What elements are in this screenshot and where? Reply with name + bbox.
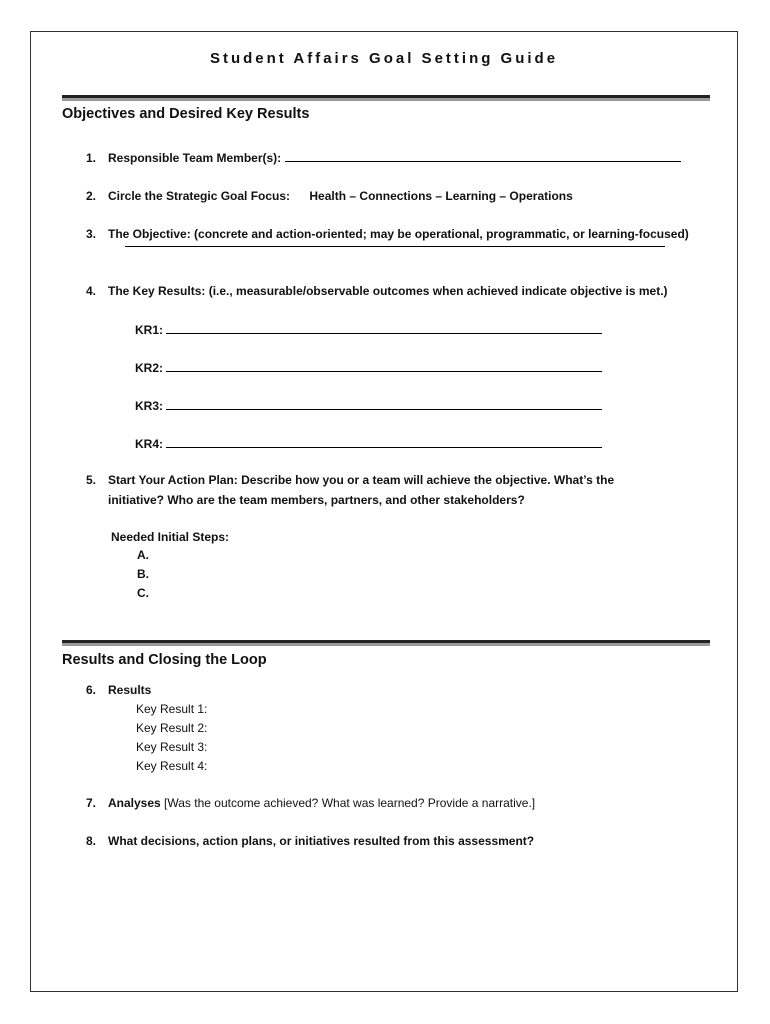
document-title: Student Affairs Goal Setting Guide [209, 50, 559, 67]
item-number: 7. [86, 796, 97, 810]
kr3-row [135, 397, 602, 413]
item-number: 4. [86, 284, 97, 298]
item-label: Circle the Strategic Goal Focus: [108, 189, 291, 203]
kr-label: KR2: [135, 361, 164, 375]
item-label: Results [108, 683, 152, 697]
result-line-3: Key Result 3: [136, 740, 208, 754]
item-label: initiative? Who are the team members, partners, and other stakeholders? [108, 493, 525, 507]
kr-label: KR4: [135, 437, 164, 451]
item-label: Start Your Action Plan: Describe how you or a team will achieve the objective. What’s the [108, 473, 615, 487]
item-label: Analyses [108, 796, 161, 810]
step-a: A. [137, 548, 149, 562]
item-label: Responsible Team Member(s): [108, 151, 282, 165]
kr-label: KR3: [135, 399, 164, 413]
item-number: 8. [86, 834, 97, 848]
item-number: 3. [86, 227, 97, 241]
kr1-blank[interactable] [166, 321, 602, 334]
item-label: The Objective: (concrete and action-oriented; may be operational, programmatic, or learning-focused) [108, 227, 689, 241]
kr2-blank[interactable] [166, 359, 602, 372]
item-number: 5. [86, 473, 97, 487]
item-key-results [86, 281, 668, 301]
item-responsible-team [86, 148, 681, 168]
responsible-team-blank[interactable] [285, 149, 681, 162]
kr1-row [135, 321, 602, 337]
item-analyses [86, 793, 535, 813]
section-divider-top [62, 95, 710, 101]
step-c: C. [137, 586, 149, 600]
result-line-2: Key Result 2: [136, 721, 208, 735]
item-label: The Key Results: (i.e., measurable/observable outcomes when achieved indicate objective is met.) [108, 284, 668, 298]
item-action-plan-line2 [108, 490, 525, 510]
item-label: What decisions, action plans, or initiatives resulted from this assessment? [108, 834, 535, 848]
section-divider-bottom [62, 640, 710, 646]
item-decisions [86, 831, 534, 851]
kr-label: KR1: [135, 323, 164, 337]
kr4-row [135, 435, 602, 451]
steps-label: Needed Initial Steps: [111, 530, 230, 544]
result-line-1: Key Result 1: [136, 702, 208, 716]
kr3-blank[interactable] [166, 397, 602, 410]
section-heading-objectives: Objectives and Desired Key Results [62, 106, 310, 122]
item-number: 2. [86, 189, 97, 203]
result-line-4: Key Result 4: [136, 759, 208, 773]
analyses-note: [Was the outcome achieved? What was learned? Provide a narrative.] [164, 796, 536, 810]
objective-blank[interactable] [125, 246, 665, 247]
item-action-plan [86, 470, 614, 490]
item-number: 1. [86, 151, 97, 165]
item-results [86, 680, 151, 700]
kr4-blank[interactable] [166, 435, 602, 448]
step-b: B. [137, 567, 149, 581]
item-objective [86, 224, 689, 244]
section-heading-results: Results and Closing the Loop [62, 652, 267, 668]
form-page [30, 31, 738, 992]
item-goal-focus [86, 186, 573, 206]
kr2-row [135, 359, 602, 375]
item-number: 6. [86, 683, 97, 697]
goal-focus-options[interactable]: Health – Connections – Learning – Operations [309, 189, 573, 203]
